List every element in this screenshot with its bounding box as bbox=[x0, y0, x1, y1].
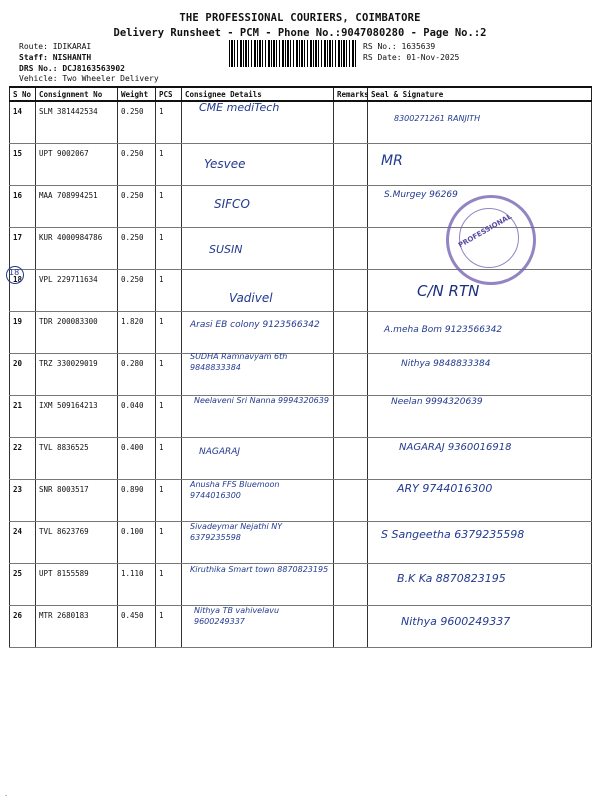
col-signature: Seal & Signature bbox=[368, 87, 592, 101]
row-remarks-cell bbox=[334, 144, 368, 186]
row-weight: 0.250 bbox=[118, 270, 156, 312]
handwritten-consignee: Sivadeymar Nejathi NY 6379235598 bbox=[190, 522, 283, 542]
row-pcs: 1 bbox=[156, 564, 182, 606]
row-remarks-cell bbox=[334, 270, 368, 312]
row-consignment: TRZ 330029019 bbox=[36, 354, 118, 396]
row-pcs: 1 bbox=[156, 228, 182, 270]
handwritten-signature: B.K Ka 8870823195 bbox=[397, 572, 506, 585]
staff-label: Staff: NISHANTH bbox=[19, 53, 92, 62]
handwritten-signature: A.meha Bom 9123566342 bbox=[384, 325, 503, 335]
table-header-row bbox=[10, 87, 592, 101]
row-consignment: MTR 2680183 bbox=[36, 606, 118, 648]
handwritten-consignee: Nithya TB vahivelavu 9600249337 bbox=[194, 606, 280, 626]
row-consignment: UPT 8155589 bbox=[36, 564, 118, 606]
row-consignment: KUR 4000984786 bbox=[36, 228, 118, 270]
handwritten-signature: NAGARAJ 9360016918 bbox=[399, 442, 512, 453]
handwritten-signature: Nithya 9848833384 bbox=[401, 359, 491, 369]
table-row bbox=[10, 312, 592, 354]
row-remarks-cell bbox=[334, 396, 368, 438]
vehicle-label: Vehicle: Two Wheeler Delivery bbox=[19, 74, 159, 83]
barcode bbox=[229, 40, 357, 67]
row-remarks-cell bbox=[334, 522, 368, 564]
row-remarks-cell bbox=[334, 606, 368, 648]
handwritten-consignee: Kiruthika Smart town 8870823195 bbox=[190, 565, 329, 574]
handwritten-consignee: SIFCO bbox=[214, 197, 250, 211]
row-weight: 0.100 bbox=[118, 522, 156, 564]
col-pcs: PCS bbox=[156, 87, 182, 101]
handwritten-consignee: Vadivel bbox=[229, 291, 273, 305]
row-sno: 22 bbox=[10, 438, 36, 480]
row-remarks-cell bbox=[334, 312, 368, 354]
rs-number: RS No.: 1635639 bbox=[363, 42, 436, 51]
row-sno: 21 bbox=[10, 396, 36, 438]
handwritten-signature: 8300271261 RANJITH bbox=[394, 114, 481, 123]
row-consignee-cell bbox=[182, 228, 334, 270]
row-pcs: 1 bbox=[156, 354, 182, 396]
col-sno: S No bbox=[10, 87, 36, 101]
row-weight: 1.820 bbox=[118, 312, 156, 354]
handwritten-consignee: NAGARAJ bbox=[199, 447, 241, 457]
row-pcs: 1 bbox=[156, 396, 182, 438]
handwritten-signature: S.Murgey 96269 bbox=[384, 190, 458, 200]
row-consignee-cell bbox=[182, 312, 334, 354]
table-row bbox=[10, 144, 592, 186]
row-sno: 14 bbox=[10, 101, 36, 144]
handwritten-consignee: CME mediTech bbox=[199, 101, 280, 114]
row-remarks-cell bbox=[334, 480, 368, 522]
row-pcs: 1 bbox=[156, 312, 182, 354]
row-18-mark-text: 18 bbox=[9, 268, 20, 277]
row-sno: 26 bbox=[10, 606, 36, 648]
row-weight: 1.110 bbox=[118, 564, 156, 606]
page-corner-mark: · bbox=[4, 792, 9, 800]
row-remarks-cell bbox=[334, 354, 368, 396]
row-remarks-cell bbox=[334, 228, 368, 270]
row-pcs: 1 bbox=[156, 606, 182, 648]
handwritten-signature: C/N RTN bbox=[417, 282, 480, 300]
row-weight: 0.280 bbox=[118, 354, 156, 396]
row-remarks-cell bbox=[334, 564, 368, 606]
row-consignee-cell bbox=[182, 438, 334, 480]
col-remarks: Remarks bbox=[334, 87, 368, 101]
handwritten-consignee: SUSIN bbox=[209, 243, 243, 256]
row-remarks-cell bbox=[334, 101, 368, 144]
row-consignment: TVL 8623769 bbox=[36, 522, 118, 564]
handwritten-consignee: Neelaveni Sri Nanna 9994320639 bbox=[194, 396, 329, 405]
row-pcs: 1 bbox=[156, 522, 182, 564]
row-consignment: UPT 9002067 bbox=[36, 144, 118, 186]
handwritten-signature: MR bbox=[381, 153, 403, 169]
row-weight: 0.250 bbox=[118, 101, 156, 144]
company-title: THE PROFESSIONAL COURIERS, COIMBATORE bbox=[179, 12, 421, 24]
handwritten-signature: Nithya 9600249337 bbox=[401, 615, 511, 628]
row-pcs: 1 bbox=[156, 101, 182, 144]
row-remarks-cell bbox=[334, 186, 368, 228]
row-weight: 0.250 bbox=[118, 186, 156, 228]
row-weight: 0.040 bbox=[118, 396, 156, 438]
row-consignment: TVL 8836525 bbox=[36, 438, 118, 480]
row-pcs: 1 bbox=[156, 480, 182, 522]
row-weight: 0.450 bbox=[118, 606, 156, 648]
handwritten-consignee: SUDHA Ramnavyam 6th 9848833384 bbox=[190, 352, 288, 372]
row-weight: 0.250 bbox=[118, 228, 156, 270]
row-sno: 15 bbox=[10, 144, 36, 186]
row-weight: 0.250 bbox=[118, 144, 156, 186]
row-consignment: VPL 229711634 bbox=[36, 270, 118, 312]
handwritten-signature: S Sangeetha 6379235598 bbox=[381, 528, 525, 541]
row-sno: 19 bbox=[10, 312, 36, 354]
runsheet-subtitle: Delivery Runsheet - PCM - Phone No.:9047080280 - Page No.:2 bbox=[113, 27, 487, 39]
col-weight: Weight bbox=[118, 87, 156, 101]
col-consignment: Consignment No bbox=[36, 87, 118, 101]
row-sno: 18 bbox=[10, 270, 36, 312]
row-sno: 20 bbox=[10, 354, 36, 396]
row-pcs: 1 bbox=[156, 186, 182, 228]
row-sno: 24 bbox=[10, 522, 36, 564]
row-consignment: MAA 708994251 bbox=[36, 186, 118, 228]
handwritten-consignee: Arasi EB colony 9123566342 bbox=[190, 320, 320, 330]
col-consignee: Consignee Details bbox=[182, 87, 334, 101]
row-sno: 16 bbox=[10, 186, 36, 228]
row-consignment: SNR 8003517 bbox=[36, 480, 118, 522]
drs-number: DRS No.: DCJ8163563902 bbox=[19, 64, 125, 73]
rs-date: RS Date: 01-Nov-2025 bbox=[363, 53, 460, 62]
row-consignment: SLM 381442534 bbox=[36, 101, 118, 144]
handwritten-signature: ARY 9744016300 bbox=[397, 482, 493, 495]
row-remarks-cell bbox=[334, 438, 368, 480]
row-weight: 0.890 bbox=[118, 480, 156, 522]
stamp-lettering: PROFESSIONAL bbox=[457, 212, 514, 250]
route-label: Route: IDIKARAI bbox=[19, 42, 92, 51]
row-weight: 0.400 bbox=[118, 438, 156, 480]
row-sno: 17 bbox=[10, 228, 36, 270]
row-pcs: 1 bbox=[156, 438, 182, 480]
handwritten-signature: Neelan 9994320639 bbox=[391, 397, 483, 407]
row-sno: 25 bbox=[10, 564, 36, 606]
row-pcs: 1 bbox=[156, 144, 182, 186]
row-consignee-cell bbox=[182, 186, 334, 228]
row-consignment: TDR 200083300 bbox=[36, 312, 118, 354]
row-pcs: 1 bbox=[156, 270, 182, 312]
handwritten-consignee: Anusha FFS Bluemoon 9744016300 bbox=[190, 480, 280, 500]
row-consignment: IXM 509164213 bbox=[36, 396, 118, 438]
handwritten-consignee: Yesvee bbox=[204, 157, 246, 171]
row-sno: 23 bbox=[10, 480, 36, 522]
